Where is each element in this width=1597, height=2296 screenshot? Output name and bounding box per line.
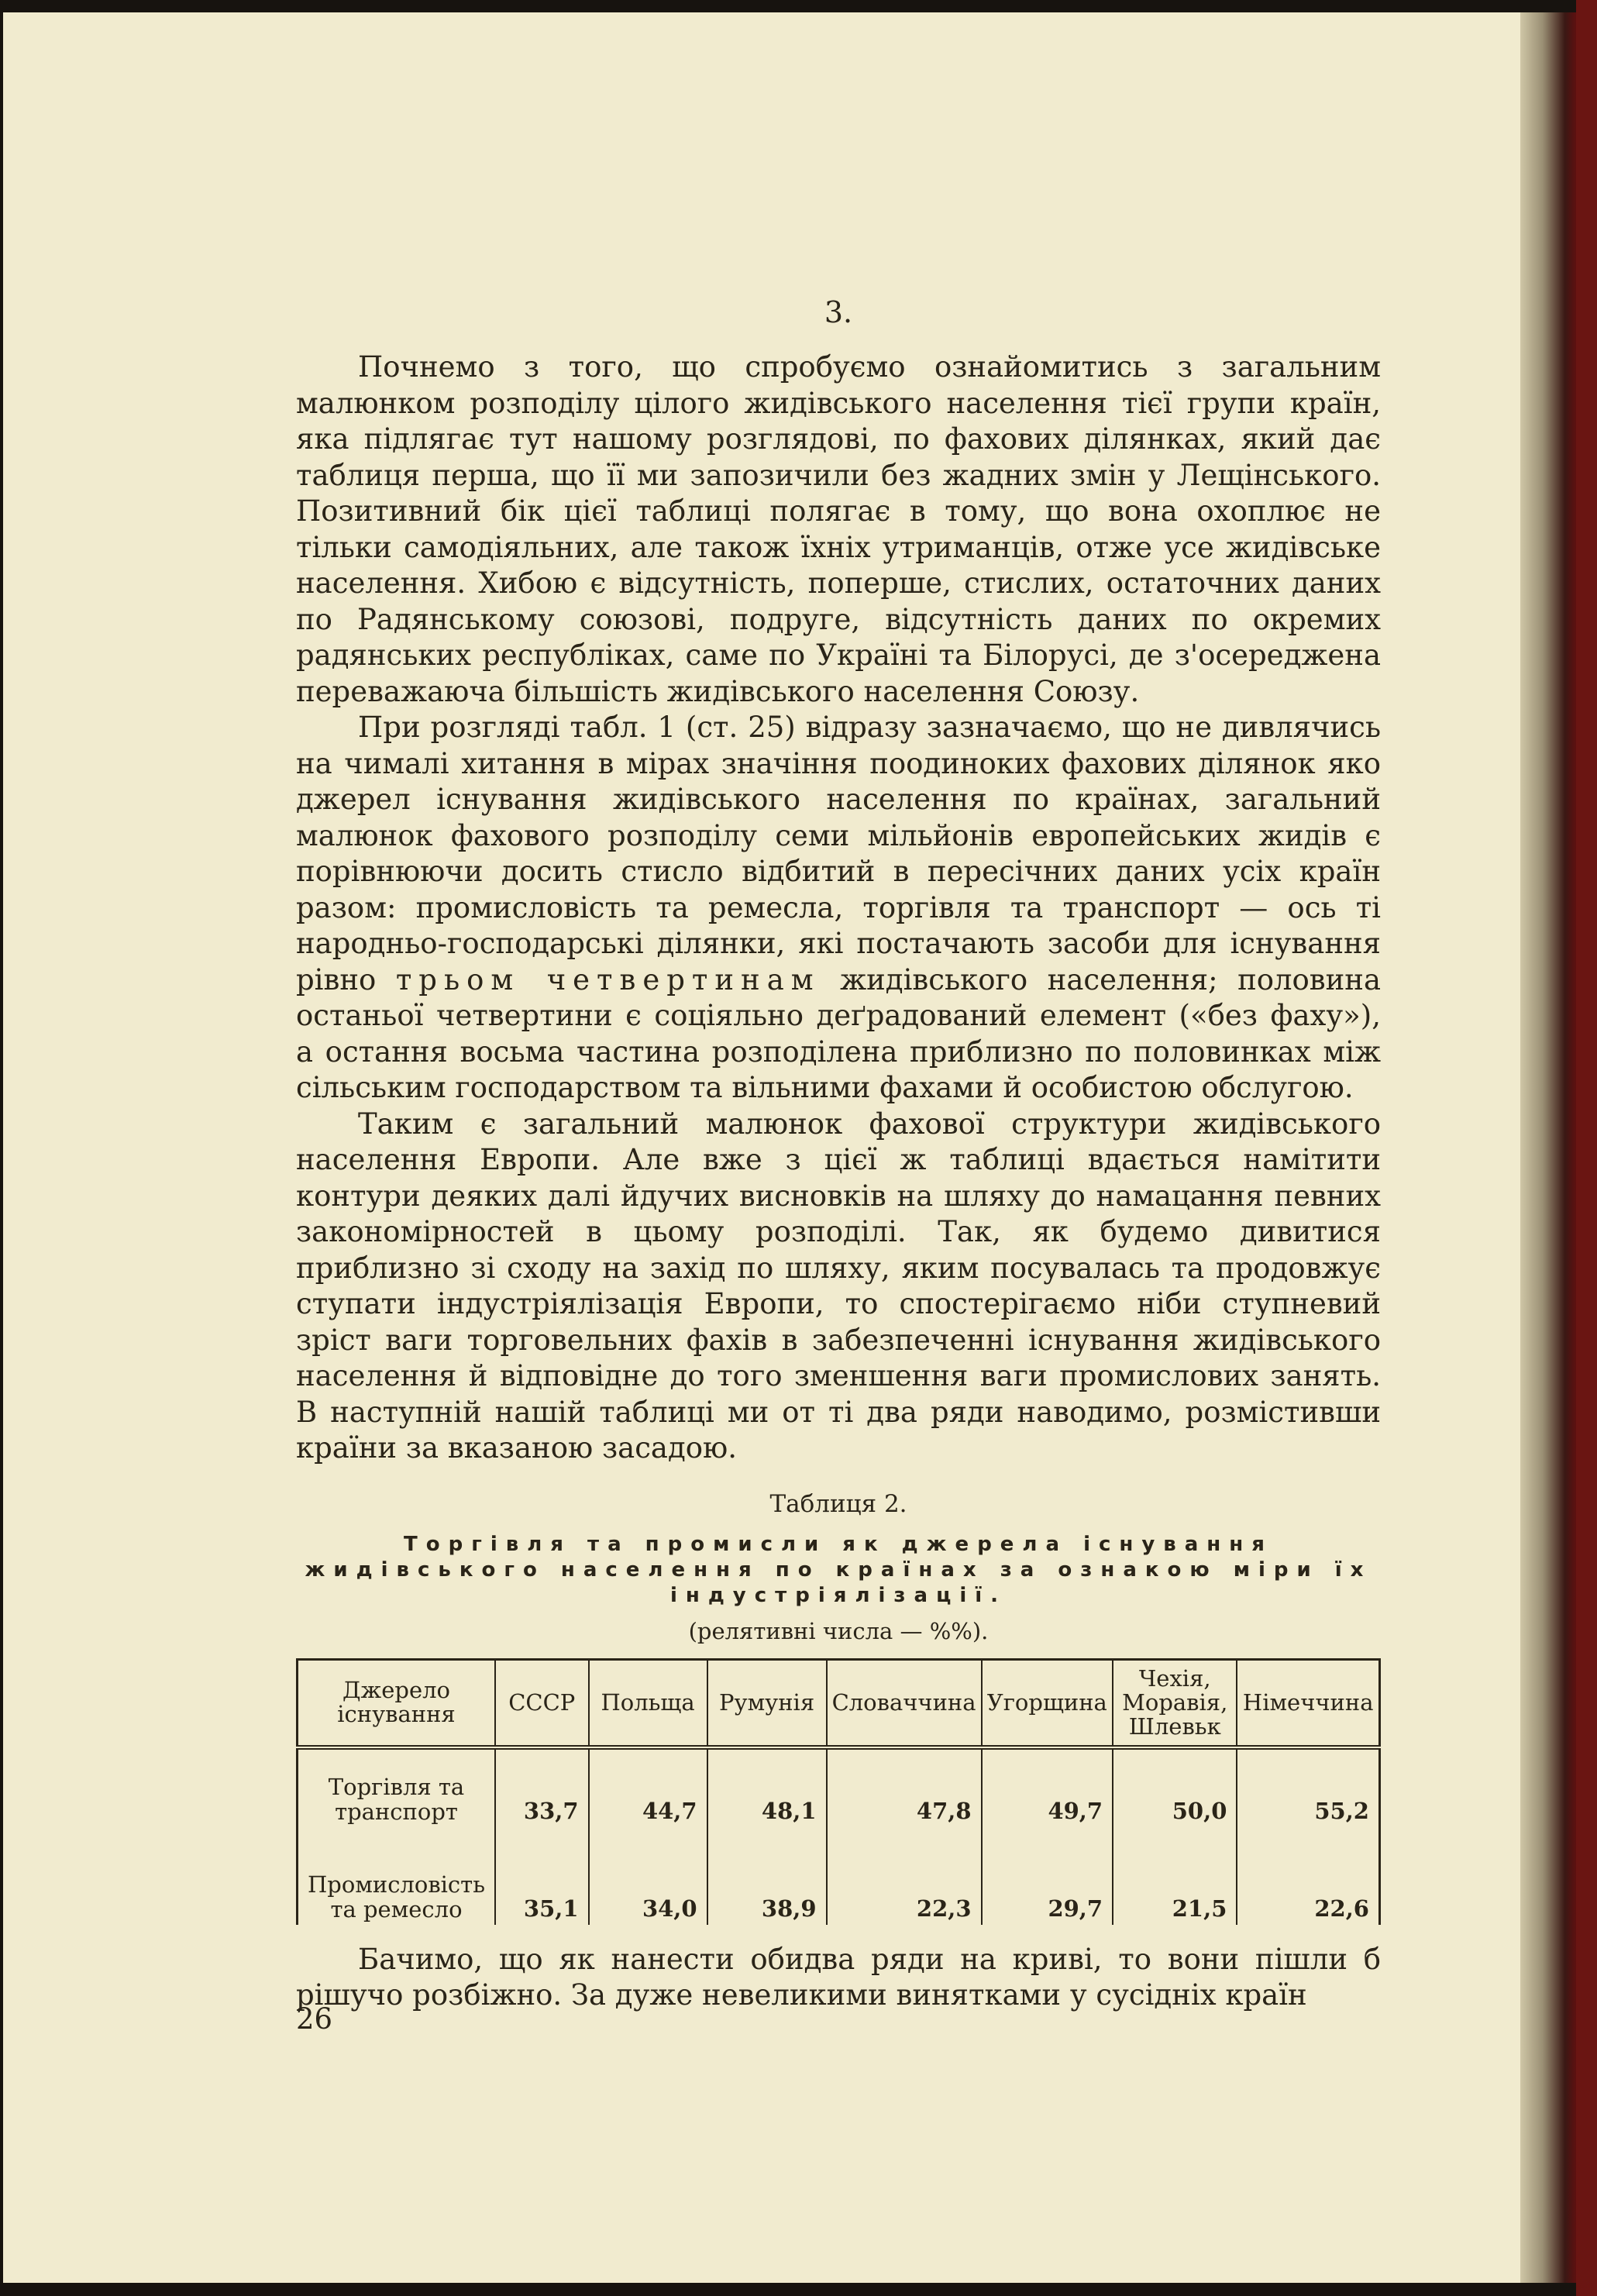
table-cell: 38,9 bbox=[707, 1827, 827, 1925]
book-fore-edge bbox=[1520, 12, 1576, 2283]
book-page bbox=[3, 12, 1520, 2283]
paragraph-3: Таким є загальний малюнок фахової структури жидівського населення Европи. Але вже з цієї ж таблиці вдається намітити контури деяких далі йдучих висновків на шляху до намацання певних закономірностей в цьому розподілі. Так, як будемо дивитися приблизно зі сходу на захід по шляху, яким посувалась та продовжує ступати індустріялізація Европи, то спостерігаємо ніби ступневий зріст ваги торговельних фахів в забезпеченні існування жидівського населення й відповідне до того зменшення ваги промислових занять. В наступній нашій таблиці ми от ті два ряди наводимо, розмістивши країни за вказаною засадою. bbox=[296, 1107, 1381, 1465]
table-cell: 48,1 bbox=[707, 1747, 827, 1827]
table-header-cell: Чехія, Моравія, Шлевьк bbox=[1113, 1659, 1237, 1747]
table-cell: 49,7 bbox=[982, 1747, 1113, 1827]
table-row-label: Торгівля та транспорт bbox=[298, 1747, 496, 1827]
table-title: Торгівля та промисли як джерела існування жидівського населення по країнах за ознакою міри їх індустріялізації. bbox=[305, 1532, 1372, 1607]
table-header-cell: Словаччина bbox=[827, 1659, 982, 1747]
paragraph-2-text-before: При розгляді табл. 1 (ст. 25) відразу зазначаємо, що не дивлячись на чималі хитання в мірах значіння поодиноких фахових ділянок яко джерел існування жидівського населення по країнах, загальний малюнок фахового розподілу семи мільйонів европейських жидів є порівнюючи досить стисло відбитий в пересічних даних усіх країн разом: промисловість та ремесла, торгівля та транспорт — ось ті народньо-господарські ділянки, які постачають засоби для існування рівно bbox=[296, 711, 1381, 997]
table-row-label: Промисловість та ремесло bbox=[298, 1827, 496, 1925]
section-number: 3. bbox=[824, 295, 853, 329]
table-cell: 21,5 bbox=[1113, 1827, 1237, 1925]
page-content bbox=[296, 295, 1381, 2014]
table-row bbox=[298, 1827, 1380, 1925]
table-cell: 55,2 bbox=[1237, 1747, 1379, 1827]
table-cell: 33,7 bbox=[495, 1747, 589, 1827]
book-cover-edge bbox=[1576, 0, 1597, 2296]
table-header-row bbox=[298, 1659, 1380, 1747]
table-header-cell: Джерело існування bbox=[298, 1659, 496, 1747]
paragraph-4: Бачимо, що як нанести обидва ряди на криві, то вони пішли б рішучо розбіжно. За дуже невеликими винятками у сусідніх країн bbox=[296, 1942, 1381, 2012]
paragraph-2 bbox=[296, 710, 1381, 1107]
table-cell: 22,3 bbox=[827, 1827, 982, 1925]
table-cell: 44,7 bbox=[589, 1747, 707, 1827]
table-caption: Таблиця 2. bbox=[769, 1489, 907, 1518]
table-subtitle: (релятивні числа — %%). bbox=[688, 1617, 989, 1644]
table-header-cell: Румунія bbox=[707, 1659, 827, 1747]
table-cell: 29,7 bbox=[982, 1827, 1113, 1925]
table-cell: 34,0 bbox=[589, 1827, 707, 1925]
table-header-cell: Польща bbox=[589, 1659, 707, 1747]
paragraph-1: Почнемо з того, що спробуємо ознайомитись з загальним малюнком розподілу цілого жидівського населення тієї групи країн, яка підлягає тут нашому розглядові, по фахових ділянках, який дає таблиця перша, що її ми запозичили без жадних змін у Лещінського. Позитивний бік цієї таблиці полягає в тому, що вона охоплює не тільки самодіяльних, але також їхніх утриманців, отже усе жидівське населення. Хибою є відсутність, поперше, стислих, остаточних даних по Радянському союзові, подруге, відсутність даних по окремих радянських республіках, саме по Україні та Білорусі, де з'осереджена переважаюча більшість жидівського населення Союзу. bbox=[296, 350, 1381, 708]
table-header-cell: Німеччина bbox=[1237, 1659, 1379, 1747]
table-cell: 50,0 bbox=[1113, 1747, 1237, 1827]
paragraph-2-spaced-emphasis: трьом четвертинам bbox=[395, 962, 821, 997]
table-cell: 35,1 bbox=[495, 1827, 589, 1925]
table-row bbox=[298, 1747, 1380, 1827]
table-cell: 22,6 bbox=[1237, 1827, 1379, 1925]
statistics-table bbox=[296, 1658, 1381, 1925]
table-header-cell: Угорщина bbox=[982, 1659, 1113, 1747]
table-cell: 47,8 bbox=[827, 1747, 982, 1827]
page-number: 26 bbox=[296, 2002, 333, 2036]
paragraph-2-text-after: жидівського населення; половина останьої четвертини є соціяльно деґрадований елемент («без фаху»), а остання восьма частина розподілена приблизно по половинках між сільським господарством та вільними фахами й особистою обслугою. bbox=[296, 962, 1382, 1104]
table-header-cell: СССР bbox=[495, 1659, 589, 1747]
